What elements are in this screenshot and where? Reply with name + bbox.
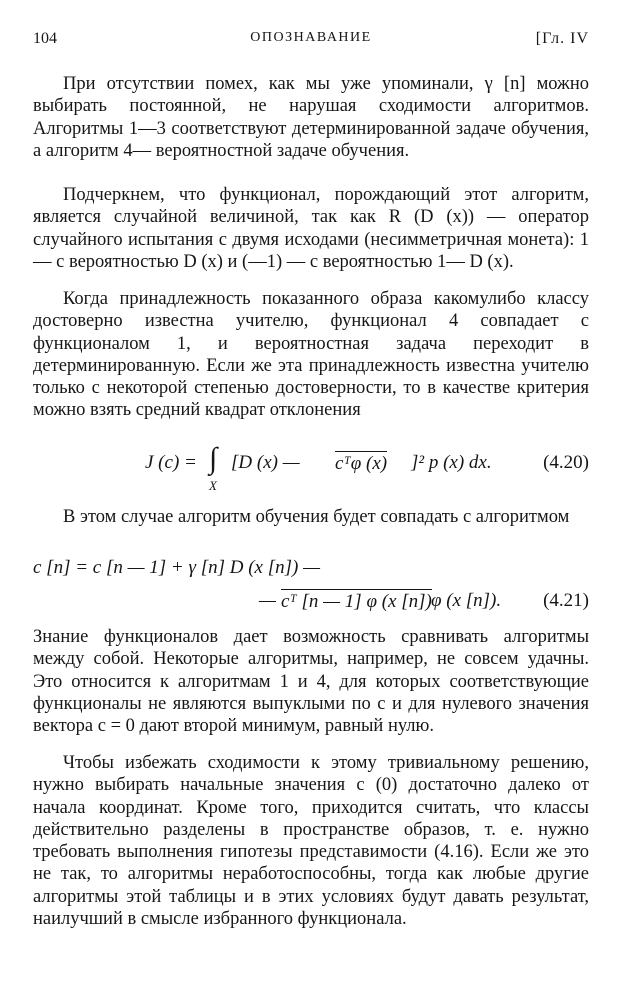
paragraph-6: Чтобы избежать сходимости к этому тривиальному решению, нужно выбирать начальные значения c (0) достаточно далеко от начала координат. Кроме того, приходится считать, что классы действительно разделены в пространстве образов, т. е. нужно требовать выполнения гипотезы представимости (4.16). Если же это не так, то алгоритмы неработоспособны, тогда как любые другие алгоритмы этой таблицы и в этих условиях будут давать результат, наилучший в смысле избранного функционала. bbox=[33, 753, 589, 930]
eq-4-20-bracket: [D (x) — bbox=[231, 452, 300, 473]
eq-4-21-suffix: φ (x [n]). bbox=[431, 590, 502, 611]
integral-sign: ∫ bbox=[209, 442, 218, 475]
eq-4-20-overlined-term: cᵀφ (x) bbox=[335, 453, 388, 474]
eq-4-20-lhs: J (c) = bbox=[145, 452, 197, 473]
paragraph-3: Когда принадлежность показанного образа какомулибо классу достоверно известна учителю, функционал 4 совпадает с функционалом 1, и вероятностная задача переходит в детерминированную. Если же эта принадлежность известна учителю только с некоторой степенью достоверности, то в качестве критерия можно взять средний квадрат отклонения bbox=[33, 289, 589, 421]
paragraph-1: При отсутствии помех, как мы уже упоминали, γ [n] можно выбирать постоянной, не нарушая сходимости алгоритмов. Алгоритмы 1—3 соответствуют детерминированной задаче обучения, а алгоритм 4— вероятностной задаче обучения. bbox=[33, 74, 589, 161]
equation-4-21 bbox=[33, 557, 589, 621]
eq-4-21-overlined-term: cᵀ [n — 1] φ (x [n]) bbox=[281, 591, 432, 612]
equation-number-4-21: (4.21) bbox=[543, 590, 589, 611]
equation-4-20 bbox=[33, 442, 589, 496]
page-number: 104 bbox=[33, 30, 57, 47]
paragraph-4: В этом случае алгоритм обучения будет совпадать с алгоритмом bbox=[63, 507, 570, 527]
integral-subscript: X bbox=[209, 478, 217, 493]
eq-4-21-line1: c [n] = c [n — 1] + γ [n] D (x [n]) — bbox=[33, 557, 320, 578]
eq-4-21-dash: — bbox=[259, 590, 276, 611]
paragraph-5: Знание функционалов дает возможность сравнивать алгоритмы между собой. Некоторые алгоритмы, например, не совсем удачны. Это относится к алгоритмам 1 и 4, для которых соответствующие функционалы не являются выпуклыми по c и для нулевого значения вектора c = 0 дают второй минимум, равный нулю. bbox=[33, 627, 589, 737]
page-header bbox=[33, 30, 589, 54]
running-title: ОПОЗНАВАНИЕ bbox=[250, 30, 372, 45]
equation-number-4-20: (4.20) bbox=[543, 452, 589, 473]
paragraph-2: Подчеркнем, что функционал, порождающий этот алгоритм, является случайной величиной, так как R (D (x)) — оператор случайного испытания с двумя исходами (несимметричная монета): 1— с вероятностью D (x) и (—1) — с вероятностью 1— D (x). bbox=[33, 185, 589, 272]
eq-4-20-rest: ]² p (x) dx. bbox=[411, 452, 492, 473]
chapter-marker: [Гл. IV bbox=[535, 30, 589, 47]
